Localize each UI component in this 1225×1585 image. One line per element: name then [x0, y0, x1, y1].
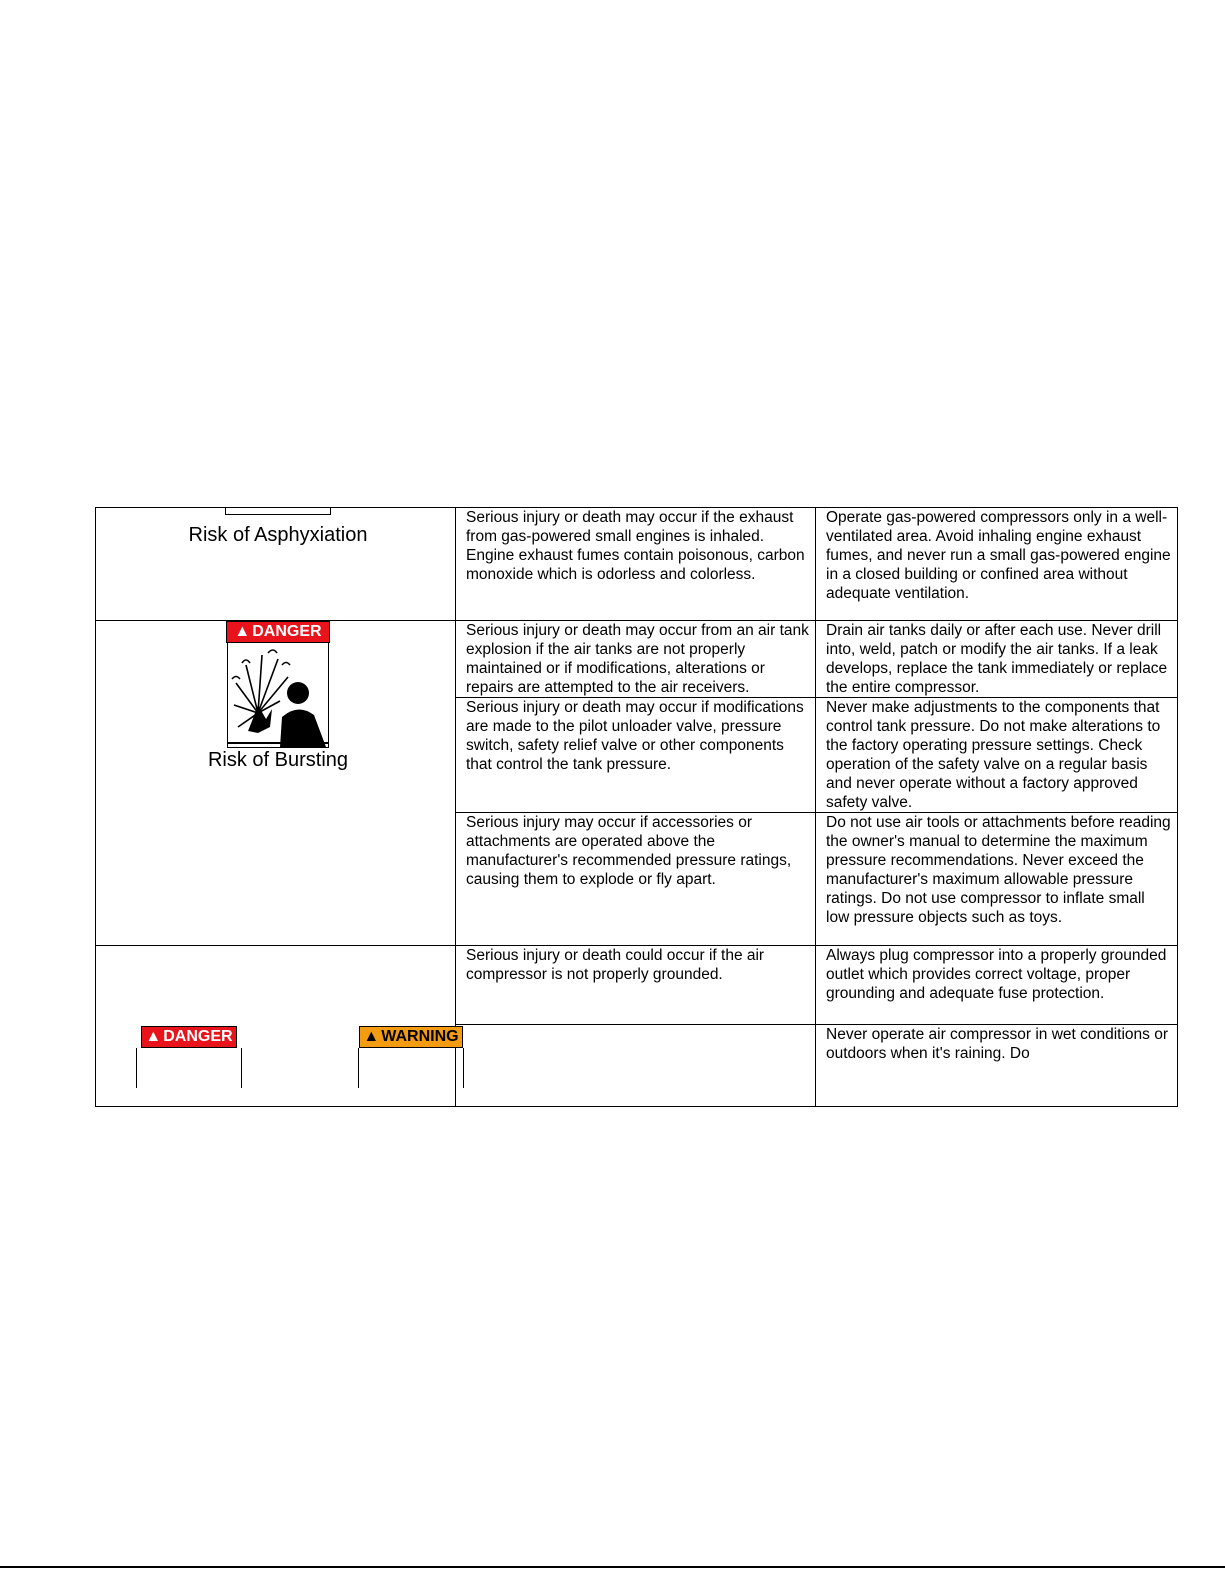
hazard-description: Serious injury or death may occur from an air tank explosion if the air tanks are not properly maintained or if modifications, alterations or repairs are attempted to the air receivers.	[456, 621, 816, 698]
warning-badge	[359, 1026, 462, 1048]
decal-frame	[358, 1048, 464, 1088]
avoidance-instruction: Drain air tanks daily or after each use. Never drill into, weld, patch or modify the air tanks. If a leak develops, replace the tank immediately or replace the entire compressor.	[816, 621, 1178, 698]
danger-badge	[226, 621, 330, 643]
avoidance-instruction: Never operate air compressor in wet conditions or outdoors when it's raining. Do	[816, 1024, 1178, 1106]
warning-badge-text: WARNING	[381, 1028, 459, 1045]
table-row	[96, 621, 1178, 698]
danger-decal	[136, 1026, 242, 1088]
asphyxiation-symbol-cell	[96, 508, 456, 621]
electrical-decals	[106, 946, 459, 1106]
danger-badge-text: DANGER	[163, 1028, 233, 1045]
warning-triangle-icon: ▲	[145, 1028, 162, 1045]
avoidance-instruction: Do not use air tools or attachments before reading the owner's manual to determine the maximum pressure recommendations. Never exceed the manufacturer's maximum allowable pressure ratings. Do not use compressor to inflate small low pressure objects such as toys.	[816, 813, 1178, 946]
danger-badge	[141, 1026, 236, 1048]
warning-decal	[358, 1026, 464, 1088]
avoidance-instruction: Always plug compressor into a properly grounded outlet which provides correct voltage, proper grounding and adequate fuse protection.	[816, 946, 1178, 1025]
electrical-symbol-cell	[96, 946, 459, 1107]
explosion-pictogram-icon	[227, 643, 329, 748]
avoidance-instruction: Operate gas-powered compressors only in a well-ventilated area. Avoid inhaling engine exhaust fumes, and never run a small gas-powered engine in a closed building or confined area without adequate ventilation.	[816, 508, 1178, 621]
decal-frame	[136, 1048, 242, 1088]
table-row	[96, 508, 1178, 621]
danger-decal	[226, 621, 330, 748]
page-bottom-rule	[0, 1566, 1225, 1568]
risk-label-asphyxiation: Risk of Asphyxiation	[188, 524, 368, 546]
hazard-description: Serious injury or death may occur if modifications are made to the pilot unloader valve, pressure switch, safety relief valve or other components that control the tank pressure.	[456, 698, 816, 813]
table-row	[96, 946, 1178, 1025]
danger-badge-text: DANGER	[252, 623, 322, 640]
risk-label-bursting: Risk of Bursting	[207, 749, 349, 771]
avoidance-instruction: Never make adjustments to the components that control tank pressure. Do not make alterations to the factory operating pressure settings. Check operation of the safety valve on a regular basis and never operate without a factory approved safety valve.	[816, 698, 1178, 813]
label-underline	[225, 508, 331, 515]
hazard-description	[456, 1024, 816, 1106]
hazard-table	[95, 507, 1178, 1107]
hazard-description: Serious injury may occur if accessories or attachments are operated above the manufacturer's recommended pressure ratings, causing them to explode or fly apart.	[456, 813, 816, 946]
hazard-description: Serious injury or death may occur if the exhaust from gas-powered small engines is inhaled. Engine exhaust fumes contain poisonous, carbon monoxide which is odorless and colorless.	[456, 508, 816, 621]
warning-triangle-icon: ▲	[363, 1028, 380, 1045]
bursting-symbol-cell	[96, 621, 456, 946]
warning-triangle-icon: ▲	[234, 623, 251, 640]
hazard-table-excerpt	[95, 509, 1187, 1062]
hazard-description: Serious injury or death could occur if the air compressor is not properly grounded.	[456, 946, 816, 1025]
